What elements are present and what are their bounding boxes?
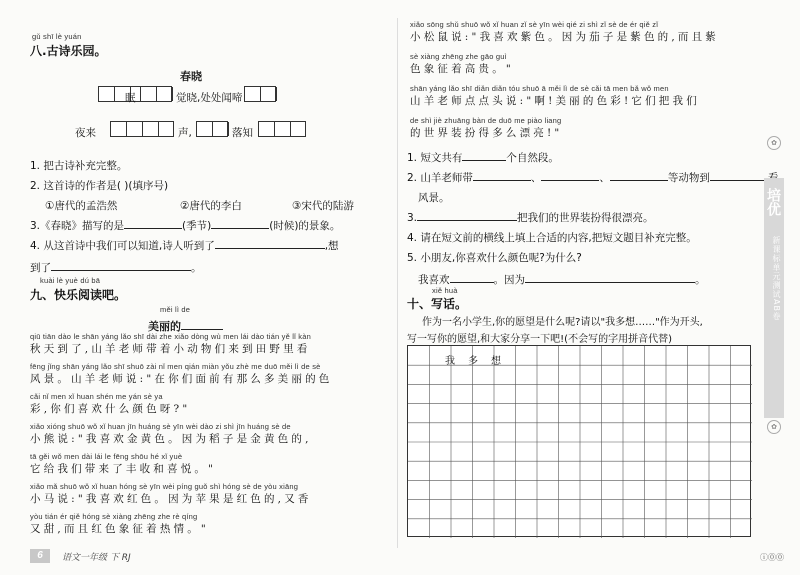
- brand-logo: 培优: [765, 188, 781, 216]
- sec8-q4-c: 到了: [30, 262, 51, 274]
- poem-blank-3[interactable]: [244, 86, 276, 102]
- story-line-text: 它给我们带来了丰收和喜悦。": [30, 463, 217, 475]
- story-line-text: 小松鼠说:"我喜欢紫色。因为茄子是紫色的,而且紫: [410, 31, 720, 43]
- column-divider: [397, 18, 398, 548]
- subject-blank[interactable]: [417, 210, 517, 221]
- color-blank[interactable]: [450, 272, 494, 283]
- poem-blank-5[interactable]: [196, 121, 228, 137]
- poem-line1-b: 觉晓,处处闻啼: [176, 92, 243, 104]
- poem-blank-6[interactable]: [258, 121, 306, 137]
- sec8-q4: [30, 238, 339, 253]
- story-line-pinyin: xiǎo mǎ shuō wǒ xǐ huan hóng sè yīn wèi píng guǒ shì hóng sè de yòu xiāng: [30, 482, 299, 491]
- poem-line2-b: 声,: [178, 127, 192, 139]
- right-q2: 2. 山羊老师带 、 、 等动物到: [407, 170, 778, 185]
- sec8-q3-b: (季节): [182, 220, 212, 232]
- story-line-text: 彩,你们喜欢什么颜色呀?": [30, 403, 191, 415]
- sec8-q1: 1. 把古诗补充完整。: [30, 160, 128, 172]
- sec8-q2-opt3: ③宋代的陆游: [292, 200, 354, 212]
- right-q5-a: 我喜欢: [418, 274, 450, 286]
- sec10-title: 十、写话。: [407, 297, 468, 311]
- time-blank[interactable]: [211, 218, 269, 229]
- season-blank[interactable]: [124, 218, 182, 229]
- sidebar-decoration: [756, 18, 786, 548]
- flower-icon-2: ✿: [767, 420, 781, 434]
- story-line-text: 风景。山羊老师说:"在你们面前有那么多美丽的色: [30, 373, 333, 385]
- right-q5-answer: [418, 272, 706, 287]
- sec8-q3-a: 3.《春晓》描写的是: [30, 220, 125, 232]
- story-line-pinyin: qiū tiān dào le shān yáng lǎo shī dài zhe xiǎo dòng wù men lái dào tián yě lǐ kàn: [30, 332, 311, 341]
- story-line-text: 小熊说:"我喜欢金黄色。因为稻子是金黄色的,: [30, 433, 312, 445]
- right-q4: 4. 请在短文前的横线上填上合适的内容,把短文题目补充完整。: [407, 232, 697, 244]
- story-line-text: 色象征着高贵。": [410, 63, 514, 75]
- flower-icon: ✿: [767, 136, 781, 150]
- story-line-pinyin: shān yáng lǎo shī diǎn diǎn tóu shuō ā měi lì de sè cǎi tā men bǎ wǒ men: [410, 84, 669, 93]
- story-line-pinyin: xiǎo sōng shǔ shuō wǒ xǐ huan zǐ sè yīn wèi qié zi shì zǐ sè de ér qiě zǐ: [410, 20, 659, 29]
- sec8-q2-opt2: ②唐代的李白: [180, 200, 242, 212]
- story-title-pinyin: měi lì de: [160, 305, 191, 314]
- sec8-q4-d: 。: [191, 262, 202, 274]
- story-line-pinyin: fēng jǐng shān yáng lǎo shī shuō zài nǐ men qián miàn yǒu zhè me duō měi lì de sè: [30, 362, 321, 371]
- book-name: 语文一年级 下 RJ: [62, 553, 131, 563]
- page-number: 6: [30, 549, 50, 563]
- right-q1: [407, 150, 559, 165]
- writing-grid-lines: [408, 346, 752, 538]
- sec8-q4-line2: [30, 260, 202, 275]
- right-q2-b: 等动物到: [667, 172, 710, 184]
- story-line-text: 山羊老师点点头说:"啊!美丽的色彩!它们把我们: [410, 95, 700, 107]
- sec8-pinyin: gǔ shī lè yuán: [32, 32, 82, 41]
- poem-line1-a: 眠: [125, 92, 136, 104]
- right-q2-a: 2. 山羊老师带: [407, 172, 473, 184]
- animal-blank-2[interactable]: [541, 170, 599, 181]
- sec8-title: 八.古诗乐园。: [30, 44, 107, 58]
- right-q2-d: 风景。: [418, 192, 450, 204]
- sec9-title: 九、快乐阅读吧。: [30, 288, 127, 302]
- paragraph-count-blank[interactable]: [462, 150, 506, 161]
- corner-mark: ⓘ⓪⓪: [760, 553, 784, 562]
- poem-title: 春晓: [180, 70, 202, 83]
- poem-line2-a: 夜来: [75, 127, 96, 139]
- story-line-pinyin: sè xiàng zhēng zhe gāo guì: [410, 52, 507, 61]
- story-line-text: 秋天到了,山羊老师带着小动物们来到田野里看: [30, 343, 311, 355]
- right-q3-a: 3.: [407, 212, 418, 224]
- story-line-pinyin: de shì jiè zhuāng bàn de duō me piào liang: [410, 116, 562, 125]
- poem-line2-c: 落知: [232, 127, 253, 139]
- story-line-pinyin: yòu tián ér qiě hóng sè xiàng zhēng zhe rè qíng: [30, 512, 198, 521]
- grid-start-text: 我多想: [445, 356, 514, 367]
- right-q3-b: 把我们的世界装扮得很漂亮。: [517, 212, 654, 224]
- story-line-text: 又甜,而且红色象征着热情。": [30, 523, 209, 535]
- right-q5-b: 。因为: [493, 274, 525, 286]
- thought-blank[interactable]: [51, 260, 191, 271]
- sec8-q3-c: (时候)的景象。: [269, 220, 341, 232]
- right-q5-c: 。: [695, 274, 706, 286]
- poem-blank-2[interactable]: [140, 86, 172, 102]
- story-line-text: 的世界装扮得多么漂亮!": [410, 127, 563, 139]
- sec10-para1: 作为一名小学生,你的愿望是什么呢?请以"我多想……"作为开头,: [422, 317, 703, 328]
- writing-grid[interactable]: [407, 345, 751, 537]
- poem-blank-4[interactable]: [110, 121, 174, 137]
- right-q1-b: 个自然段。: [506, 152, 559, 164]
- sec8-q3: [30, 218, 340, 233]
- animal-blank-3[interactable]: [610, 170, 668, 181]
- story-title-text: 美丽的: [148, 320, 181, 333]
- sec8-q2-opt1: ①唐代的孟浩然: [45, 200, 118, 212]
- sec8-q2: 2. 这首诗的作者是( )(填序号): [30, 180, 169, 192]
- story-line-pinyin: tā gěi wǒ men dài lái le fēng shōu hé xǐ yuè: [30, 452, 183, 461]
- sec9-pinyin: kuài lè yuè dú bā: [40, 276, 101, 285]
- sec8-q4-a: 4. 从这首诗中我们可以知道,诗人听到了: [30, 240, 215, 252]
- story-line-pinyin: cǎi nǐ men xǐ huan shén me yán sè ya: [30, 392, 163, 401]
- animal-blank-1[interactable]: [473, 170, 531, 181]
- heard-blank[interactable]: [215, 238, 325, 249]
- right-q1-a: 1. 短文共有: [407, 152, 463, 164]
- story-title-blank[interactable]: [181, 319, 223, 330]
- sec10-para2: 写一写你的愿望,和大家分享一下吧!(不会写的字用拼音代替): [407, 334, 672, 345]
- page-footer: [30, 547, 380, 565]
- series-name: 新课标单元测试AB卷: [772, 236, 781, 321]
- story-line-pinyin: xiǎo xióng shuō wǒ xǐ huan jīn huáng sè yīn wèi dào zi shì jīn huáng sè de: [30, 422, 291, 431]
- right-q5: 5. 小朋友,你喜欢什么颜色呢?为什么?: [407, 252, 582, 264]
- right-q3: [407, 210, 654, 225]
- sec10-pinyin: xiě huà: [432, 286, 458, 295]
- story-line-text: 小马说:"我喜欢红色。因为苹果是红色的,又香: [30, 493, 312, 505]
- sec8-q4-b: ,想: [324, 240, 339, 252]
- reason-blank[interactable]: [525, 272, 695, 283]
